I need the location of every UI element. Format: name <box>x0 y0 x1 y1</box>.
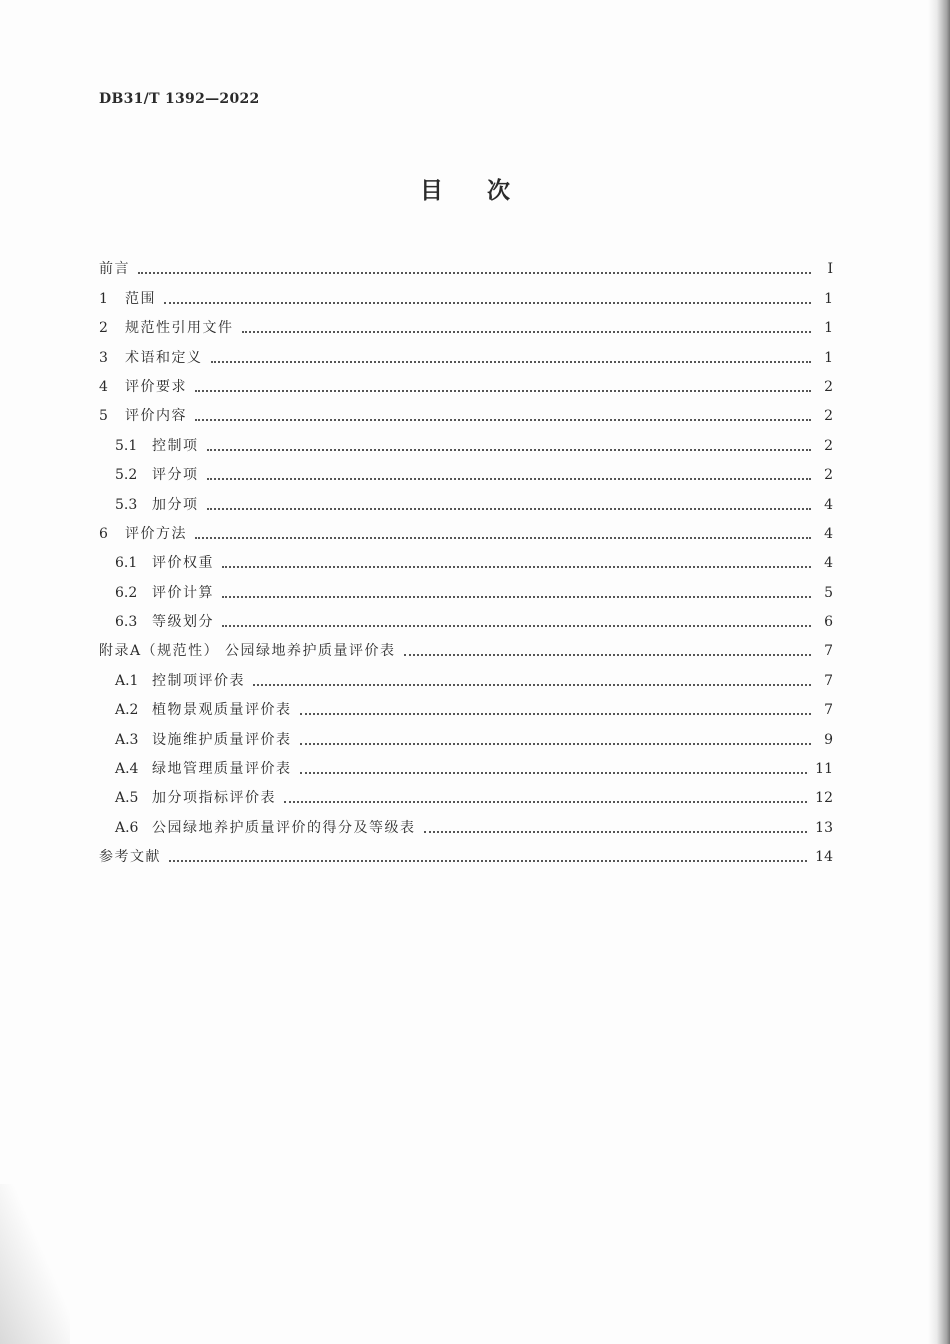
toc-entry-page: 4 <box>824 525 833 542</box>
toc-dot-leader <box>195 419 811 421</box>
toc-entry-page: Ⅰ <box>827 261 833 278</box>
toc-entry-number: 1 <box>99 290 108 307</box>
toc-entry[interactable] <box>99 485 833 514</box>
toc-entry-label: 评价计算 <box>152 584 214 601</box>
toc-title: 目次 <box>420 177 554 204</box>
toc-entry-page: 2 <box>824 378 833 395</box>
toc-entry[interactable] <box>99 279 833 308</box>
toc-entry-page: 7 <box>824 643 833 660</box>
toc-entry[interactable] <box>99 808 833 837</box>
toc-entry[interactable] <box>99 397 833 426</box>
toc-dot-leader <box>222 566 811 568</box>
toc-entry[interactable] <box>99 720 833 749</box>
toc-entry-label: 控制项评价表 <box>152 672 245 689</box>
toc-entry-number: 5.3 <box>115 496 138 513</box>
toc-dot-leader <box>164 302 811 304</box>
toc-entry-label: 规范性引用文件 <box>125 320 234 337</box>
toc-entry[interactable] <box>99 338 833 367</box>
toc-entry-number: 6 <box>99 525 108 542</box>
toc-entry-page: 7 <box>824 702 833 719</box>
toc-entry-page: 4 <box>824 555 833 572</box>
toc-dot-leader <box>253 684 811 686</box>
toc-dot-leader <box>300 772 808 774</box>
toc-entry[interactable] <box>99 661 833 690</box>
toc-entry[interactable] <box>99 691 833 720</box>
toc-entry-label: 术语和定义 <box>125 349 203 366</box>
document-code: DB31/T 1392—2022 <box>99 91 260 107</box>
toc-dot-leader <box>242 331 812 333</box>
toc-entry-label: 加分项 <box>152 496 199 513</box>
toc-entry-page: 14 <box>815 849 833 866</box>
toc-entry-page: 2 <box>824 437 833 454</box>
toc-entry[interactable] <box>99 456 833 485</box>
scan-shadow-left <box>0 1184 70 1344</box>
toc-entry-page: 2 <box>824 408 833 425</box>
toc-entry-label: 前言 <box>99 261 130 278</box>
toc-dot-leader <box>195 537 811 539</box>
toc-entry[interactable] <box>99 309 833 338</box>
toc-entry-label: 评价方法 <box>125 525 187 542</box>
toc-entry-label: 评价内容 <box>125 408 187 425</box>
toc-dot-leader <box>222 625 811 627</box>
toc-entry-label: 评分项 <box>152 467 199 484</box>
toc-entry-page: 7 <box>824 672 833 689</box>
toc-entry-label: 公园绿地养护质量评价的得分及等级表 <box>152 819 416 836</box>
toc-entry-label: 植物景观质量评价表 <box>152 702 292 719</box>
toc-entry-number: A.4 <box>115 761 139 778</box>
toc-dot-leader <box>195 390 811 392</box>
toc-entry-number: 2 <box>99 320 108 337</box>
toc-entry[interactable] <box>99 426 833 455</box>
toc-entry-label: 设施维护质量评价表 <box>152 731 292 748</box>
toc-entry-page: 11 <box>815 761 833 778</box>
toc-entry-label: 加分项指标评价表 <box>152 790 276 807</box>
toc-entry-label: 参考文献 <box>99 849 161 866</box>
toc-dot-leader <box>138 272 811 274</box>
toc-entry-label: 附录A（规范性） 公园绿地养护质量评价表 <box>99 643 396 660</box>
toc-dot-leader <box>222 596 811 598</box>
toc-entry-page: 6 <box>824 614 833 631</box>
toc-entry-number: 3 <box>99 349 108 366</box>
toc-entry[interactable] <box>99 750 833 779</box>
toc-entry-number: 6.1 <box>115 555 138 572</box>
toc-entry-page: 13 <box>815 819 833 836</box>
toc-entry-number: A.2 <box>115 702 139 719</box>
toc-dot-leader <box>300 743 812 745</box>
toc-entry[interactable] <box>99 515 833 544</box>
toc-entry-page: 2 <box>824 467 833 484</box>
table-of-contents <box>99 250 833 867</box>
toc-entry[interactable] <box>99 250 833 279</box>
toc-entry-page: 5 <box>824 584 833 601</box>
toc-entry-page: 12 <box>815 790 833 807</box>
toc-entry-number: A.5 <box>115 790 139 807</box>
toc-entry-label: 等级划分 <box>152 614 214 631</box>
toc-dot-leader <box>207 508 812 510</box>
toc-entry[interactable] <box>99 603 833 632</box>
toc-entry-number: 5.1 <box>115 437 138 454</box>
toc-entry-label: 范围 <box>125 290 156 307</box>
toc-entry-page: 1 <box>824 320 833 337</box>
toc-entry-label: 评价权重 <box>152 555 214 572</box>
toc-dot-leader <box>211 361 812 363</box>
toc-entry-number: 6.3 <box>115 614 138 631</box>
toc-entry-label: 控制项 <box>152 437 199 454</box>
toc-entry[interactable] <box>99 779 833 808</box>
toc-entry[interactable] <box>99 368 833 397</box>
toc-entry[interactable] <box>99 544 833 573</box>
toc-entry-number: 6.2 <box>115 584 138 601</box>
toc-entry[interactable] <box>99 632 833 661</box>
toc-entry-number: A.1 <box>115 672 139 689</box>
toc-entry-page: 1 <box>824 349 833 366</box>
toc-entry-label: 评价要求 <box>125 378 187 395</box>
toc-dot-leader <box>424 831 808 833</box>
toc-entry[interactable] <box>99 838 833 867</box>
toc-entry-page: 9 <box>824 731 833 748</box>
toc-entry-number: A.6 <box>115 819 139 836</box>
toc-entry-page: 4 <box>824 496 833 513</box>
toc-entry-label: 绿地管理质量评价表 <box>152 761 292 778</box>
toc-dot-leader <box>169 860 807 862</box>
toc-dot-leader <box>207 478 812 480</box>
toc-dot-leader <box>300 713 812 715</box>
toc-dot-leader <box>207 449 812 451</box>
toc-entry-number: 4 <box>99 378 108 395</box>
toc-entry-number: 5.2 <box>115 467 138 484</box>
toc-dot-leader <box>284 801 807 803</box>
toc-entry[interactable] <box>99 573 833 602</box>
toc-dot-leader <box>404 654 811 656</box>
scan-shadow-right <box>928 0 950 1344</box>
toc-entry-number: 5 <box>99 408 108 425</box>
toc-entry-page: 1 <box>824 290 833 307</box>
toc-entry-number: A.3 <box>115 731 139 748</box>
